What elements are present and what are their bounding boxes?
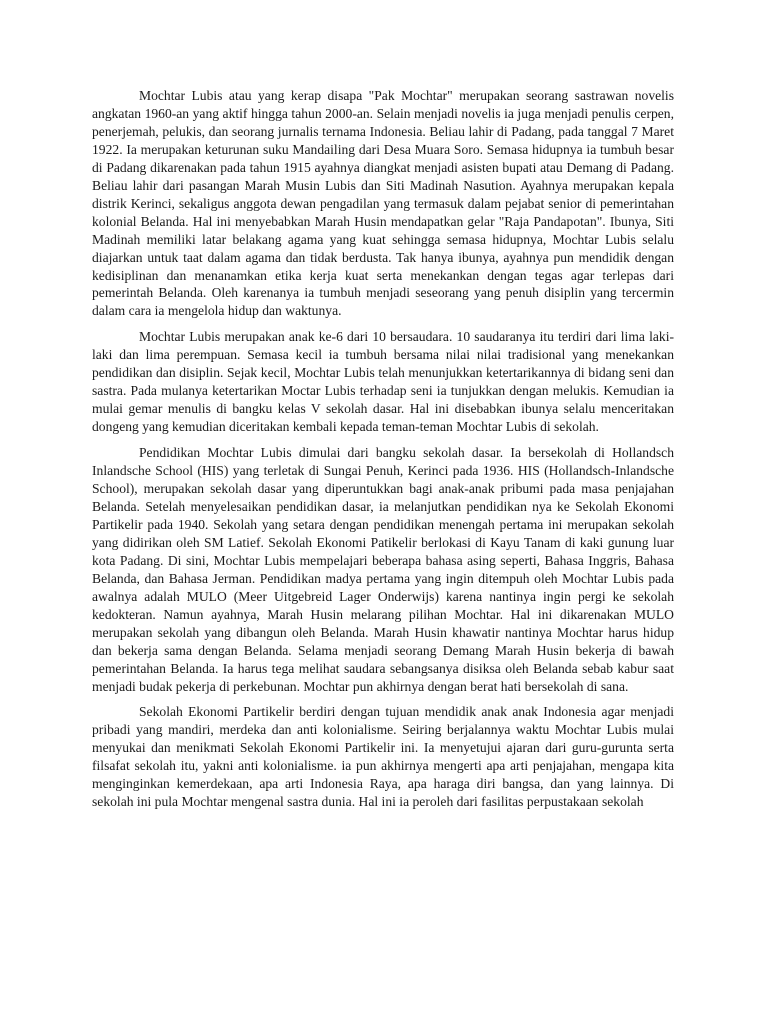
paragraph-childhood: Mochtar Lubis merupakan anak ke-6 dari 10 bersaudara. 10 saudaranya itu terdiri dari lima laki-laki dan lima perempuan. Semasa kecil ia tumbuh bersama nilai nilai tradisional yang menekankan pendidikan dan disiplin. Sejak kecil, Mochtar Lubis telah menunjukkan ketertarikannya di bidang seni dan sastra. Pada mulanya ketertarikan Moctar Lubis terhadap seni ia tunjukkan dengan melukis. Kemudian ia mulai gemar menulis di bangku kelas V sekolah dasar. Hal ini disebabkan ibunya selalu menceritakan dongeng yang kemudian diceritakan kembali kepada teman-teman Mochtar Lubis di sekolah.	[92, 329, 674, 435]
paragraph-family-background: Mochtar Lubis atau yang kerap disapa "Pak Mochtar" merupakan seorang sastrawan novelis angkatan 1960-an yang aktif hingga tahun 2000-an. Selain menjadi novelis ia juga menjadi penulis cerpen, penerjemah, pelukis, dan seorang jurnalis ternama Indonesia. Beliau lahir di Padang, pada tanggal 7 Maret 1922. Ia merupakan keturunan suku Mandailing dari Desa Muara Soro. Semasa hidupnya ia tumbuh besar di Padang dikarenakan pada tahun 1915 ayahnya diangkat menjadi asisten bupati atau Demang di Padang. Beliau lahir dari pasangan Marah Musin Lubis dan Siti Madinah Nasution. Ayahnya merupakan kepala distrik Kerinci, sekaligus anggota dewan pengadilan yang termasuk dalam pejabat senior di pemerintahan kolonial Belanda. Hal ini menyebabkan Marah Husin mendapatkan gelar "Raja Pandapotan". Ibunya, Siti Madinah memiliki latar belakang agama yang kuat sehingga semasa hidupnya, Mochtar Lubis selalu diajarkan untuk taat dalam agama dan tidak berdusta. Tak hanya ibunya, ayahnya pun mendidik dengan kedisiplinan dan menanamkan etika kerja kuat serta menekankan dengan tegas agar terlepas dari pemerintah Belanda. Oleh karenanya ia tumbuh menjadi seseorang yang penuh disiplin yang tercermin dalam cara ia mengelola hidup dan waktunya.	[92, 88, 674, 319]
paragraph-economic-school: Sekolah Ekonomi Partikelir berdiri dengan tujuan mendidik anak anak Indonesia agar menjadi pribadi yang mandiri, merdeka dan anti kolonialisme. Seiring berjalannya waktu Mochtar Lubis mulai menyukai dan menikmati Sekolah Ekonomi Partikelir ini. Ia menyetujui ajaran dari guru-gurunta serta filsafat sekolah itu, yakni anti kolonialisme. ia pun akhirnya mengerti apa arti penjajahan, mengapa kita menginginkan kemerdekaan, apa arti Indonesia Raya, apa haraga diri bangsa, dan yang lainnya. Di sekolah ini pula Mochtar mengenal sastra dunia. Hal ini ia peroleh dari fasilitas perpustakaan sekolah	[92, 704, 674, 810]
document-page	[92, 87, 674, 819]
paragraph-education: Pendidikan Mochtar Lubis dimulai dari bangku sekolah dasar. Ia bersekolah di Hollandsch Inlandsche School (HIS) yang terletak di Sungai Penuh, Kerinci pada 1936. HIS (Hollandsch-Inlandsche School), merupakan sekolah dasar yang diperuntukkan bagi anak-anak pribumi pada masa penjajahan Belanda. Setelah menyelesaikan pendidikan dasar, ia melanjutkan pendidikan nya ke Sekolah Ekonomi Partikelir pada 1940. Sekolah yang setara dengan pendidikan menengah pertama ini merupakan sekolah yang didirikan oleh SM Latief. Sekolah Ekonomi Patikelir berlokasi di Kayu Tanam di kaki gunung luar kota Padang. Di sini, Mochtar Lubis mempelajari beberapa bahasa asing seperti, Bahasa Inggris, Bahasa Belanda, dan Bahasa Jerman. Pendidikan madya pertama yang ingin ditempuh oleh Mochtar Lubis pada awalnya adalah MULO (Meer Uitgebreid Lager Onderwijs) karena nantinya ingin pergi ke sekolah kedokteran. Namun ayahnya, Marah Husin melarang pilihan Mochtar. Hal ini dikarenakan MULO merupakan sekolah yang dibangun oleh Belanda. Marah Husin khawatir nantinya Mochtar harus hidup dan bekerja sama dengan Belanda. Selama menjadi seorang Demang Marah Husin bekerja di bawah pemerintahan Belanda. Ia harus tega melihat saudara sebangsanya disiksa oleh Belanda sebab kabur saat menjadi budak pekerja di perkebunan. Mochtar pun akhirnya dengan berat hati bersekolah di sana.	[92, 445, 674, 694]
